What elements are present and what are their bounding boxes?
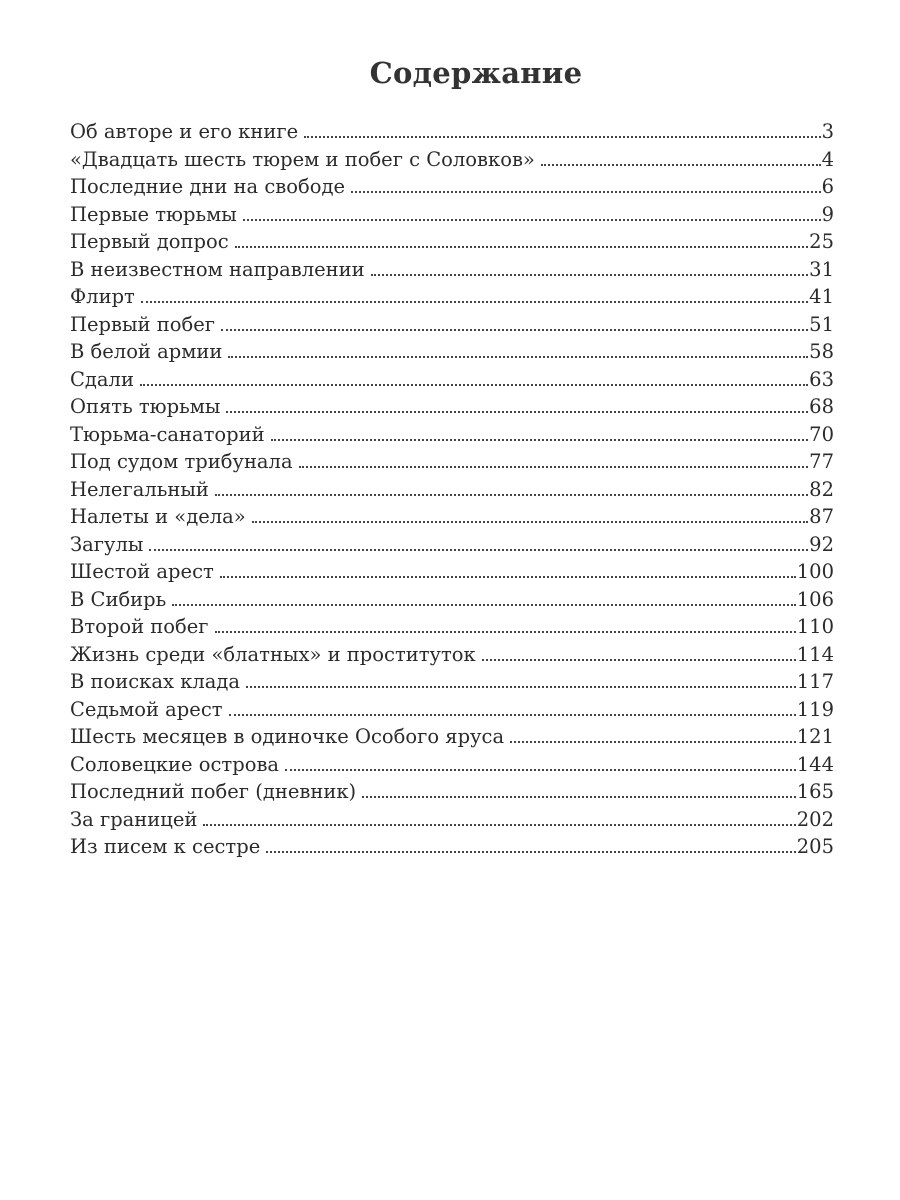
toc-entry-title: Первый допрос (70, 230, 229, 253)
toc-entry-title: Седьмой арест (70, 697, 223, 721)
toc-entry-title: Под судом трибунала (70, 450, 293, 473)
dot-leader (140, 384, 808, 386)
toc-entry-title: Последний побег (дневник) (70, 780, 357, 803)
toc-entry (70, 613, 834, 641)
toc-entry-title: Сдали (70, 367, 134, 391)
toc-entry-page-number: 9 (821, 202, 834, 226)
toc-entry-page-number: 68 (809, 395, 834, 418)
toc-entry (70, 751, 834, 779)
dot-leader (203, 824, 795, 826)
dot-leader (351, 191, 821, 193)
dot-leader (482, 659, 796, 661)
toc-entry-page-number: 31 (809, 257, 834, 281)
toc-entry-title: «Двадцать шесть тюрем и побег с Соловков» (70, 147, 535, 171)
dot-leader (299, 466, 809, 468)
page-title: Содержание (369, 56, 583, 90)
toc-entry (70, 421, 834, 449)
toc-entry-page-number: 117 (796, 670, 834, 693)
toc-entry (70, 558, 834, 586)
toc-entry (70, 833, 834, 861)
toc-entry-page-number: 92 (809, 532, 834, 556)
toc-entry-page-number: 114 (796, 642, 834, 666)
toc-entry-page-number: 165 (796, 780, 834, 803)
toc-entry-title: В Сибирь (70, 587, 167, 611)
toc-entry (70, 228, 834, 256)
toc-entry (70, 338, 834, 366)
toc-entry (70, 118, 834, 146)
toc-entry (70, 283, 834, 311)
toc-entry-title: Из писем к сестре (70, 835, 261, 858)
dot-leader (266, 851, 796, 853)
toc-entry-page-number: 70 (809, 422, 834, 446)
toc-entry-title: Опять тюрьмы (70, 395, 221, 418)
table-of-contents (70, 118, 834, 861)
dot-leader (271, 439, 809, 441)
toc-entry-title: Шестой арест (70, 560, 214, 583)
dot-leader (220, 576, 796, 578)
toc-entry-page-number: 58 (809, 340, 834, 363)
toc-entry-page-number: 77 (809, 450, 834, 473)
toc-entry (70, 696, 834, 724)
toc-entry (70, 311, 834, 339)
toc-entry (70, 723, 834, 751)
dot-leader (243, 219, 821, 221)
toc-entry-title: Загулы (70, 532, 144, 556)
toc-entry-page-number: 51 (809, 312, 834, 336)
toc-entry-page-number: 41 (809, 285, 834, 308)
toc-entry (70, 366, 834, 394)
toc-entry-title: Первые тюрьмы (70, 202, 237, 226)
toc-entry-title: Флирт (70, 285, 135, 308)
toc-entry-page-number: 205 (796, 835, 834, 858)
toc-entry (70, 641, 834, 669)
toc-entry-title: Последние дни на свободе (70, 175, 346, 198)
toc-entry-page-number: 6 (821, 175, 834, 198)
dot-leader (141, 301, 808, 303)
toc-entry (70, 778, 834, 806)
toc-entry (70, 256, 834, 284)
toc-entry-page-number: 4 (821, 147, 834, 171)
dot-leader (229, 714, 796, 716)
toc-entry-page-number: 144 (796, 752, 834, 776)
toc-entry-title: Нелегальный (70, 477, 209, 501)
toc-entry-title: За границей (70, 807, 198, 831)
toc-entry-page-number: 100 (796, 560, 834, 583)
dot-leader (215, 494, 808, 496)
toc-entry (70, 393, 834, 421)
toc-entry-page-number: 3 (821, 120, 834, 143)
dot-leader (215, 631, 796, 633)
toc-entry (70, 173, 834, 201)
toc-entry-page-number: 87 (809, 505, 834, 528)
toc-entry (70, 668, 834, 696)
dot-leader (246, 686, 796, 688)
toc-entry-page-number: 25 (809, 230, 834, 253)
toc-entry-title: Шесть месяцев в одиночке Особого яруса (70, 725, 505, 748)
toc-entry (70, 448, 834, 476)
toc-entry-title: Первый побег (70, 312, 215, 336)
dot-leader (235, 246, 809, 248)
dot-leader (510, 741, 796, 743)
dot-leader (371, 274, 809, 276)
toc-entry (70, 476, 834, 504)
dot-leader (149, 549, 808, 551)
dot-leader (285, 769, 796, 771)
toc-entry-title: В поисках клада (70, 670, 241, 693)
toc-entry (70, 586, 834, 614)
dot-leader (226, 411, 808, 413)
dot-leader (541, 164, 821, 166)
toc-entry-page-number: 106 (796, 587, 834, 611)
dot-leader (304, 136, 820, 138)
dot-leader (228, 356, 808, 358)
toc-entry (70, 201, 834, 229)
toc-entry-page-number: 119 (796, 697, 834, 721)
toc-entry-page-number: 202 (796, 807, 834, 831)
toc-entry-page-number: 82 (809, 477, 834, 501)
toc-entry-title: В белой армии (70, 340, 223, 363)
toc-entry-title: Об авторе и его книге (70, 120, 299, 143)
toc-entry-page-number: 110 (796, 615, 834, 638)
dot-leader (221, 329, 808, 331)
toc-entry (70, 806, 834, 834)
toc-entry (70, 531, 834, 559)
toc-entry-title: В неизвестном направлении (70, 257, 365, 281)
toc-entry-page-number: 63 (809, 367, 834, 391)
toc-entry-title: Налеты и «дела» (70, 505, 246, 528)
dot-leader (252, 521, 808, 523)
toc-entry-title: Соловецкие острова (70, 752, 280, 776)
toc-entry (70, 503, 834, 531)
toc-entry-title: Второй побег (70, 615, 209, 638)
dot-leader (362, 796, 796, 798)
toc-entry-page-number: 121 (796, 725, 834, 748)
toc-entry (70, 146, 834, 174)
dot-leader (172, 604, 795, 606)
toc-entry-title: Жизнь среди «блатных» и проституток (70, 642, 476, 666)
toc-entry-title: Тюрьма-санаторий (70, 422, 265, 446)
